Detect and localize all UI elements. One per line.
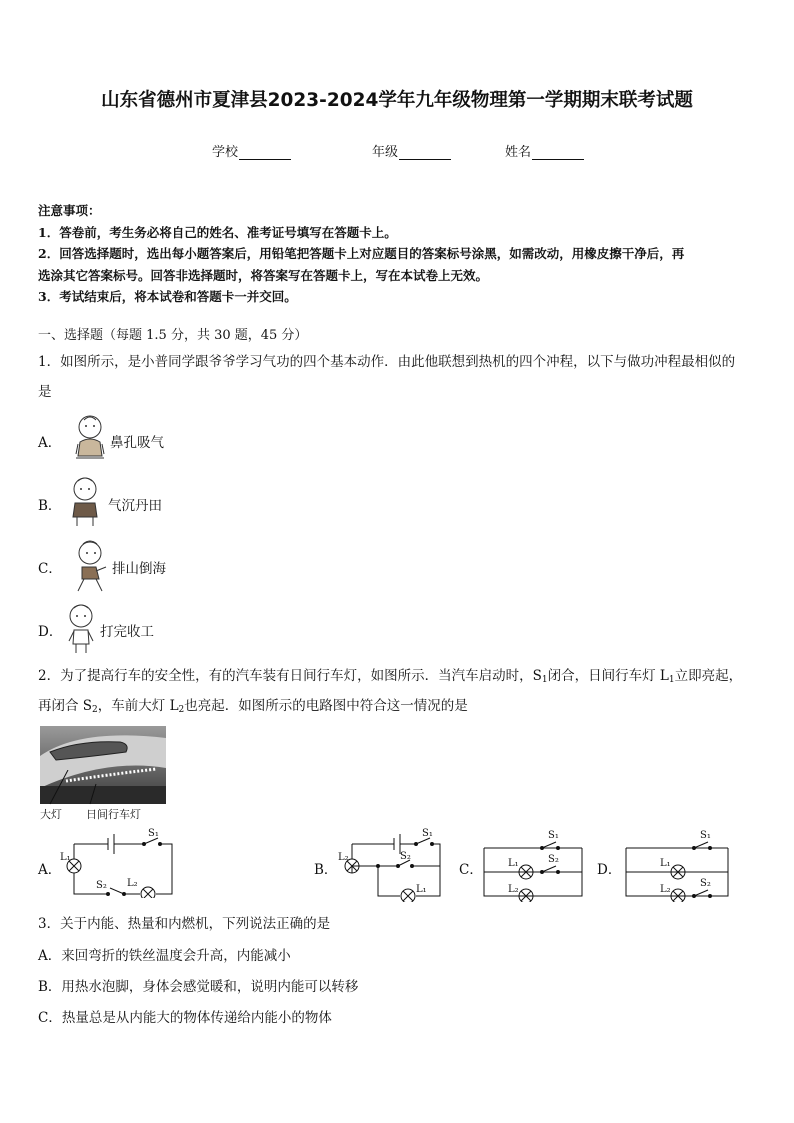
name-blank[interactable] bbox=[532, 145, 584, 160]
label-daytime-light: 日间行车灯 bbox=[86, 808, 141, 821]
label-l2: L₂ bbox=[660, 884, 671, 895]
school-field[interactable] bbox=[212, 141, 291, 160]
q2-option-d-letter[interactable]: D． bbox=[597, 862, 622, 878]
label-l1: L₁ bbox=[660, 858, 671, 869]
label-s1: S₁ bbox=[422, 828, 433, 839]
q2-text: 立即亮起， bbox=[674, 668, 743, 684]
notes-section bbox=[38, 200, 758, 308]
subscript: 2 bbox=[92, 705, 98, 715]
school-blank[interactable] bbox=[239, 145, 291, 160]
subscript: 1 bbox=[541, 675, 548, 685]
label-s2: S₂ bbox=[400, 851, 411, 862]
q2-option-b-letter[interactable]: B． bbox=[314, 862, 338, 878]
note-item: 1．答卷前，考生务必将自己的姓名、准考证号填写在答题卡上。 bbox=[38, 224, 397, 240]
question-2-stem-line1 bbox=[38, 662, 758, 694]
label-s1: S₁ bbox=[700, 830, 711, 841]
q3-option-b[interactable]: B．用热水泡脚，身体会感觉暖和，说明内能可以转移 bbox=[38, 979, 359, 995]
q2-text: ，车前大灯 L bbox=[97, 698, 179, 714]
label-s1: S₁ bbox=[148, 828, 159, 839]
notes-heading: 注意事项： bbox=[38, 203, 101, 218]
figure-push-icon bbox=[72, 539, 110, 595]
question-1-stem-cont: 是 bbox=[38, 384, 52, 400]
school-label: 学校 bbox=[212, 145, 239, 160]
q1-option-a-letter[interactable]: A． bbox=[38, 435, 62, 451]
page-title: 山东省德州市夏津县2023-2024学年九年级物理第一学期期末联考试题 bbox=[101, 90, 693, 111]
subscript: 1 bbox=[668, 675, 675, 685]
name-label: 姓名 bbox=[505, 145, 532, 160]
q2-text: 闭合，日间行车灯 L bbox=[547, 668, 669, 684]
q1-option-b-text: 气沉丹田 bbox=[108, 498, 162, 514]
label-s2: S₂ bbox=[96, 880, 107, 891]
q2-text: 也亮起．如图所示的电路图中符合这一情况的是 bbox=[184, 698, 468, 714]
note-item: 2．回答选择题时，选出每小题答案后，用铅笔把答题卡上对应题目的答案标号涂黑，如需改动，用橡皮擦干净后，再 bbox=[38, 246, 685, 261]
label-l1: L₁ bbox=[416, 884, 427, 895]
label-s2: S₂ bbox=[548, 854, 559, 865]
q1-option-c-letter[interactable]: C． bbox=[38, 561, 62, 577]
grade-blank[interactable] bbox=[399, 145, 451, 160]
label-headlight: 大灯 bbox=[40, 808, 62, 821]
label-l1: L₁ bbox=[60, 852, 71, 863]
q2-option-a-letter[interactable]: A． bbox=[38, 862, 62, 878]
label-l2: L₂ bbox=[508, 884, 519, 895]
label-l2: L₂ bbox=[338, 852, 349, 863]
subscript: 2 bbox=[178, 705, 185, 715]
circuit-a-diagram bbox=[60, 826, 180, 898]
figure-qigong-icon bbox=[68, 476, 102, 528]
q1-option-d-letter[interactable]: D． bbox=[38, 624, 63, 640]
label-s1: S₁ bbox=[548, 830, 559, 841]
name-field[interactable] bbox=[505, 141, 584, 160]
grade-field[interactable] bbox=[372, 141, 451, 160]
q1-option-c-text: 排山倒海 bbox=[112, 561, 166, 577]
q3-option-c[interactable]: C．热量总是从内能大的物体传递给内能小的物体 bbox=[38, 1010, 332, 1026]
circuit-d-diagram bbox=[620, 826, 732, 902]
q1-option-b-letter[interactable]: B． bbox=[38, 498, 62, 514]
note-item: 3．考试结束后，将本试卷和答题卡一并交回。 bbox=[38, 289, 297, 304]
figure-breathing-icon bbox=[72, 414, 108, 466]
label-l1: L₁ bbox=[508, 858, 519, 869]
circuit-c-diagram bbox=[480, 826, 586, 902]
figure-finish-icon bbox=[64, 603, 98, 655]
label-l2: L₂ bbox=[127, 878, 138, 889]
question-1-stem: 1．如图所示，是小普同学跟爷爷学习气功的四个基本动作．由此他联想到热机的四个冲程，以下与做功冲程最相似的 bbox=[38, 354, 736, 370]
q1-option-a-text: 鼻孔吸气 bbox=[110, 435, 164, 451]
q3-option-a[interactable]: A．来回弯折的铁丝温度会升高，内能减小 bbox=[38, 948, 291, 964]
label-s2: S₂ bbox=[700, 878, 711, 889]
q1-option-d-text: 打完收工 bbox=[100, 624, 154, 640]
photo-pointer-lines bbox=[38, 770, 158, 806]
question-3-stem: 3．关于内能、热量和内燃机，下列说法正确的是 bbox=[38, 916, 331, 932]
note-item: 选涂其它答案标号。回答非选择题时，将答案写在答题卡上，写在本试卷上无效。 bbox=[38, 267, 489, 283]
q2-text: 再闭合 S bbox=[38, 698, 93, 714]
question-2-stem-line2 bbox=[38, 692, 758, 724]
section-heading: 一、选择题（每题 1.5 分，共 30 题，45 分） bbox=[38, 328, 308, 343]
grade-label: 年级 bbox=[372, 145, 399, 160]
q2-option-c-letter[interactable]: C． bbox=[459, 862, 483, 878]
q2-text: 2．为了提高行车的安全性，有的汽车装有日间行车灯，如图所示．当汽车启动时，S bbox=[38, 668, 542, 684]
circuit-b-diagram bbox=[336, 826, 448, 902]
